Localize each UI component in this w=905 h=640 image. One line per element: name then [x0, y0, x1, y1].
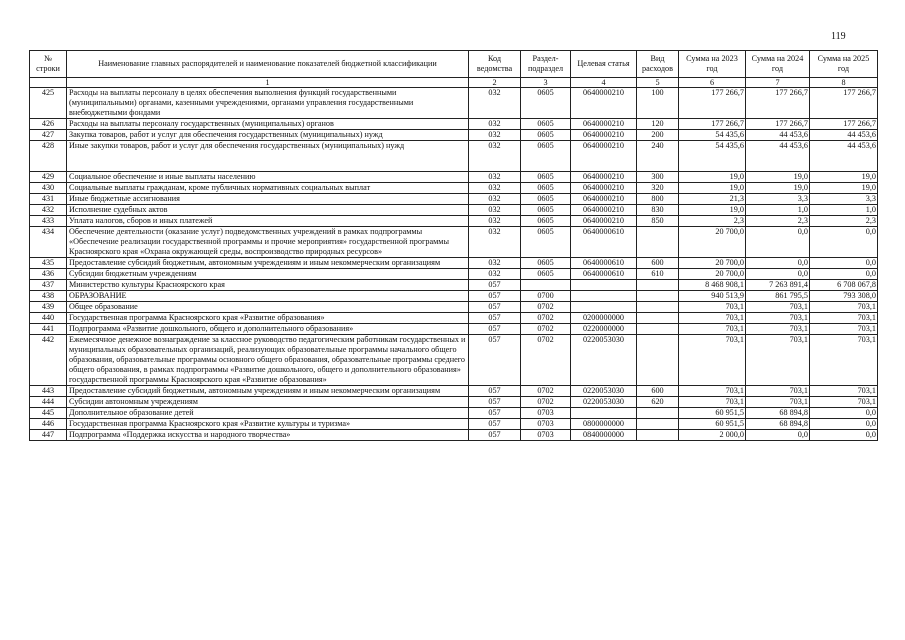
row-type: [637, 430, 679, 441]
table-row: [30, 183, 878, 194]
row-sum-2025: 6 708 067,8: [810, 280, 878, 291]
row-sum-2024: 703,1: [746, 397, 810, 408]
row-sum-2023: 20 700,0: [679, 227, 746, 258]
row-number: 429: [30, 172, 67, 183]
row-number: 438: [30, 291, 67, 302]
row-sum-2025: 0,0: [810, 430, 878, 441]
row-target: 0640000610: [571, 269, 637, 280]
row-sum-2023: 177 266,7: [679, 88, 746, 119]
table-body: [30, 88, 878, 441]
row-dept: 032: [469, 194, 521, 205]
row-type: 610: [637, 269, 679, 280]
row-sum-2024: 703,1: [746, 313, 810, 324]
row-target: [571, 302, 637, 313]
row-name: Социальное обеспечение и иные выплаты населению: [67, 172, 469, 183]
row-sum-2025: 2,3: [810, 216, 878, 227]
row-dept: 057: [469, 335, 521, 386]
row-sum-2023: 54 435,6: [679, 130, 746, 141]
row-sum-2025: 793 308,0: [810, 291, 878, 302]
header-sum-2024: Сумма на 2024 год: [746, 51, 810, 78]
colnum-2: 2: [469, 78, 521, 88]
row-sum-2024: 19,0: [746, 172, 810, 183]
row-sum-2024: 0,0: [746, 258, 810, 269]
header-target: Целевая статья: [571, 51, 637, 78]
row-section: 0605: [521, 130, 571, 141]
row-section: 0702: [521, 313, 571, 324]
table-row: [30, 419, 878, 430]
header-name: Наименование главных распорядителей и наименование показателей бюджетной классификации: [67, 51, 469, 78]
table-row: [30, 119, 878, 130]
row-sum-2025: 1,0: [810, 205, 878, 216]
table-row: [30, 313, 878, 324]
page-number: 119: [831, 31, 846, 42]
row-sum-2023: 2,3: [679, 216, 746, 227]
row-type: [637, 302, 679, 313]
row-type: [637, 227, 679, 258]
row-sum-2024: 44 453,6: [746, 130, 810, 141]
row-name: Министерство культуры Красноярского края: [67, 280, 469, 291]
row-target: 0640000210: [571, 205, 637, 216]
row-dept: 057: [469, 419, 521, 430]
row-type: 600: [637, 386, 679, 397]
row-sum-2023: 19,0: [679, 172, 746, 183]
row-sum-2025: 0,0: [810, 419, 878, 430]
row-sum-2025: 0,0: [810, 258, 878, 269]
row-target: 0640000210: [571, 119, 637, 130]
row-number: 437: [30, 280, 67, 291]
header-sum-2023: Сумма на 2023 год: [679, 51, 746, 78]
row-target: [571, 408, 637, 419]
row-sum-2024: 1,0: [746, 205, 810, 216]
header-sum-2025: Сумма на 2025 год: [810, 51, 878, 78]
colnum-8: 8: [810, 78, 878, 88]
row-sum-2024: 703,1: [746, 302, 810, 313]
row-name: ОБРАЗОВАНИЕ: [67, 291, 469, 302]
row-name: Предоставление субсидий бюджетным, автономным учреждениям и иным некоммерческим организациям: [67, 386, 469, 397]
row-number: 447: [30, 430, 67, 441]
row-dept: 032: [469, 88, 521, 119]
row-target: 0200000000: [571, 313, 637, 324]
row-type: [637, 291, 679, 302]
row-sum-2025: 703,1: [810, 397, 878, 408]
row-sum-2024: 861 795,5: [746, 291, 810, 302]
table-row: [30, 172, 878, 183]
row-number: 442: [30, 335, 67, 386]
row-type: [637, 408, 679, 419]
row-sum-2025: 19,0: [810, 172, 878, 183]
row-dept: 057: [469, 291, 521, 302]
row-target: 0640000210: [571, 88, 637, 119]
row-sum-2023: 2 000,0: [679, 430, 746, 441]
row-dept: 032: [469, 216, 521, 227]
row-target: 0640000210: [571, 141, 637, 172]
row-number: 431: [30, 194, 67, 205]
row-number: 427: [30, 130, 67, 141]
row-name: Обеспечение деятельности (оказание услуг) подведомственных учреждений в рамках подпрограммы «Обеспечение реализации государственной программы и прочие мероприятия» государственной программы Красноярского края «Охрана окружающей среды, воспроизводство природных ресурсов»: [67, 227, 469, 258]
row-sum-2024: 177 266,7: [746, 119, 810, 130]
row-target: 0800000000: [571, 419, 637, 430]
row-name: Иные закупки товаров, работ и услуг для обеспечения государственных (муниципальных) нужд: [67, 141, 469, 172]
row-sum-2024: 7 263 891,4: [746, 280, 810, 291]
colnum-4: 4: [571, 78, 637, 88]
row-section: 0702: [521, 324, 571, 335]
row-number: 446: [30, 419, 67, 430]
row-target: 0220053030: [571, 386, 637, 397]
row-target: 0640000210: [571, 183, 637, 194]
row-sum-2023: 703,1: [679, 386, 746, 397]
row-dept: 032: [469, 269, 521, 280]
row-type: [637, 419, 679, 430]
row-type: [637, 280, 679, 291]
row-sum-2025: 703,1: [810, 386, 878, 397]
row-sum-2023: 54 435,6: [679, 141, 746, 172]
row-target: 0840000000: [571, 430, 637, 441]
row-type: 200: [637, 130, 679, 141]
row-sum-2024: 68 894,8: [746, 408, 810, 419]
table-row: [30, 280, 878, 291]
row-sum-2025: 19,0: [810, 183, 878, 194]
row-target: 0220053030: [571, 335, 637, 386]
row-sum-2024: 0,0: [746, 430, 810, 441]
row-sum-2024: 44 453,6: [746, 141, 810, 172]
row-sum-2025: 3,3: [810, 194, 878, 205]
row-sum-2023: 60 951,5: [679, 419, 746, 430]
row-sum-2024: 177 266,7: [746, 88, 810, 119]
row-section: 0702: [521, 397, 571, 408]
table-row: [30, 194, 878, 205]
row-dept: 057: [469, 302, 521, 313]
row-sum-2023: 21,3: [679, 194, 746, 205]
row-sum-2024: 2,3: [746, 216, 810, 227]
row-type: 240: [637, 141, 679, 172]
row-section: 0702: [521, 335, 571, 386]
row-target: 0640000210: [571, 216, 637, 227]
row-dept: 032: [469, 183, 521, 194]
row-type: 120: [637, 119, 679, 130]
row-type: 320: [637, 183, 679, 194]
row-number: 445: [30, 408, 67, 419]
row-target: 0640000610: [571, 258, 637, 269]
row-name: Общее образование: [67, 302, 469, 313]
row-sum-2025: 703,1: [810, 335, 878, 386]
row-name: Подпрограмма «Развитие дошкольного, общего и дополнительного образования»: [67, 324, 469, 335]
row-name: Предоставление субсидий бюджетным, автономным учреждениям и иным некоммерческим организациям: [67, 258, 469, 269]
row-name: Расходы на выплаты персоналу государственных (муниципальных) органов: [67, 119, 469, 130]
row-section: 0702: [521, 302, 571, 313]
row-type: [637, 324, 679, 335]
row-section: 0702: [521, 386, 571, 397]
row-section: 0605: [521, 227, 571, 258]
row-sum-2025: 177 266,7: [810, 119, 878, 130]
row-name: Исполнение судебных актов: [67, 205, 469, 216]
row-sum-2025: 44 453,6: [810, 141, 878, 172]
row-target: [571, 291, 637, 302]
row-sum-2023: 703,1: [679, 397, 746, 408]
row-target: 0220053030: [571, 397, 637, 408]
row-number: 433: [30, 216, 67, 227]
row-name: Закупка товаров, работ и услуг для обеспечения государственных (муниципальных) нужд: [67, 130, 469, 141]
row-sum-2024: 703,1: [746, 386, 810, 397]
row-dept: 057: [469, 386, 521, 397]
row-number: 439: [30, 302, 67, 313]
row-name: Субсидии автономным учреждениям: [67, 397, 469, 408]
colnum-6: 6: [679, 78, 746, 88]
row-sum-2023: 19,0: [679, 183, 746, 194]
row-number: 435: [30, 258, 67, 269]
row-name: Дополнительное образование детей: [67, 408, 469, 419]
row-name: Субсидии бюджетным учреждениям: [67, 269, 469, 280]
row-sum-2025: 703,1: [810, 302, 878, 313]
row-sum-2023: 8 468 908,1: [679, 280, 746, 291]
row-number: 441: [30, 324, 67, 335]
colnum-0: [30, 78, 67, 88]
colnum-7: 7: [746, 78, 810, 88]
row-sum-2024: 703,1: [746, 324, 810, 335]
row-type: [637, 335, 679, 386]
row-target: 0640000610: [571, 227, 637, 258]
row-sum-2024: 3,3: [746, 194, 810, 205]
row-sum-2023: 703,1: [679, 324, 746, 335]
row-sum-2023: 703,1: [679, 313, 746, 324]
row-section: [521, 280, 571, 291]
row-number: 425: [30, 88, 67, 119]
row-sum-2023: 703,1: [679, 335, 746, 386]
header-section: Раздел-подраздел: [521, 51, 571, 78]
row-section: 0605: [521, 172, 571, 183]
row-dept: 057: [469, 408, 521, 419]
row-dept: 057: [469, 430, 521, 441]
column-numbers-row: [30, 78, 878, 88]
row-sum-2025: 703,1: [810, 313, 878, 324]
row-number: 428: [30, 141, 67, 172]
row-type: 800: [637, 194, 679, 205]
row-sum-2025: 177 266,7: [810, 88, 878, 119]
table-row: [30, 291, 878, 302]
row-sum-2024: 703,1: [746, 335, 810, 386]
row-number: 430: [30, 183, 67, 194]
row-sum-2024: 19,0: [746, 183, 810, 194]
row-type: 830: [637, 205, 679, 216]
row-sum-2023: 19,0: [679, 205, 746, 216]
row-dept: 032: [469, 205, 521, 216]
colnum-5: 5: [637, 78, 679, 88]
row-sum-2023: 177 266,7: [679, 119, 746, 130]
row-target: 0640000210: [571, 194, 637, 205]
row-number: 444: [30, 397, 67, 408]
row-section: 0605: [521, 269, 571, 280]
table-row: [30, 141, 878, 172]
header-dept-code: Код ведомства: [469, 51, 521, 78]
row-target: 0640000210: [571, 130, 637, 141]
row-sum-2023: 940 513,9: [679, 291, 746, 302]
row-section: 0605: [521, 119, 571, 130]
row-target: 0220000000: [571, 324, 637, 335]
row-section: 0605: [521, 205, 571, 216]
row-name: Государственная программа Красноярского края «Развитие образования»: [67, 313, 469, 324]
table-row: [30, 324, 878, 335]
row-dept: 057: [469, 324, 521, 335]
row-type: 850: [637, 216, 679, 227]
row-dept: 032: [469, 119, 521, 130]
table-row: [30, 88, 878, 119]
row-type: 100: [637, 88, 679, 119]
row-type: [637, 313, 679, 324]
row-sum-2023: 20 700,0: [679, 269, 746, 280]
row-sum-2025: 0,0: [810, 227, 878, 258]
row-name: Ежемесячное денежное вознаграждение за классное руководство педагогическим работникам государственных и муниципальных образовательных организаций, реализующих образовательные программы начального общего образования, образовательные программы основного общего образования, образовательные программы среднего общего образования, в рамках подпрограммы «Развитие дошкольного, общего и дополнительного образования» государственной программы Красноярского края «Развитие образования»: [67, 335, 469, 386]
row-dept: 057: [469, 313, 521, 324]
row-dept: 032: [469, 130, 521, 141]
table-row: [30, 408, 878, 419]
row-sum-2024: 68 894,8: [746, 419, 810, 430]
row-target: 0640000210: [571, 172, 637, 183]
table-row: [30, 335, 878, 386]
row-sum-2025: 0,0: [810, 269, 878, 280]
header-row-num: № строки: [30, 51, 67, 78]
row-dept: 032: [469, 258, 521, 269]
table-row: [30, 430, 878, 441]
table-row: [30, 386, 878, 397]
table-row: [30, 205, 878, 216]
row-section: 0605: [521, 194, 571, 205]
row-dept: 057: [469, 397, 521, 408]
row-name: Государственная программа Красноярского края «Развитие культуры и туризма»: [67, 419, 469, 430]
table-row: [30, 302, 878, 313]
row-sum-2025: 703,1: [810, 324, 878, 335]
table-row: [30, 227, 878, 258]
row-target: [571, 280, 637, 291]
row-name: Подпрограмма «Поддержка искусства и народного творчества»: [67, 430, 469, 441]
row-type: 300: [637, 172, 679, 183]
row-number: 440: [30, 313, 67, 324]
row-type: 620: [637, 397, 679, 408]
row-section: 0605: [521, 183, 571, 194]
row-name: Уплата налогов, сборов и иных платежей: [67, 216, 469, 227]
row-sum-2023: 703,1: [679, 302, 746, 313]
row-number: 432: [30, 205, 67, 216]
row-dept: 032: [469, 227, 521, 258]
colnum-3: 3: [521, 78, 571, 88]
row-name: Социальные выплаты гражданам, кроме публичных нормативных социальных выплат: [67, 183, 469, 194]
row-dept: 057: [469, 280, 521, 291]
row-name: Расходы на выплаты персоналу в целях обеспечения выполнения функций государственными (муниципальными) органами, казенными учреждениями, органами управления государственными внебюджетными фондами: [67, 88, 469, 119]
row-dept: 032: [469, 172, 521, 183]
row-section: 0605: [521, 258, 571, 269]
colnum-1: 1: [67, 78, 469, 88]
budget-table: [29, 50, 878, 441]
row-type: 600: [637, 258, 679, 269]
row-section: 0605: [521, 216, 571, 227]
row-number: 426: [30, 119, 67, 130]
row-sum-2025: 44 453,6: [810, 130, 878, 141]
row-number: 443: [30, 386, 67, 397]
row-dept: 032: [469, 141, 521, 172]
row-sum-2024: 0,0: [746, 227, 810, 258]
row-section: 0605: [521, 141, 571, 172]
table-row: [30, 130, 878, 141]
table-row: [30, 397, 878, 408]
row-section: 0703: [521, 419, 571, 430]
row-section: 0605: [521, 88, 571, 119]
row-sum-2025: 0,0: [810, 408, 878, 419]
row-section: 0700: [521, 291, 571, 302]
row-number: 436: [30, 269, 67, 280]
row-section: 0703: [521, 408, 571, 419]
table-row: [30, 216, 878, 227]
row-sum-2024: 0,0: [746, 269, 810, 280]
table-row: [30, 258, 878, 269]
header-exp-type: Вид расходов: [637, 51, 679, 78]
row-number: 434: [30, 227, 67, 258]
row-sum-2023: 60 951,5: [679, 408, 746, 419]
row-section: 0703: [521, 430, 571, 441]
row-sum-2023: 20 700,0: [679, 258, 746, 269]
table-row: [30, 269, 878, 280]
header-row: [30, 51, 878, 78]
row-name: Иные бюджетные ассигнования: [67, 194, 469, 205]
